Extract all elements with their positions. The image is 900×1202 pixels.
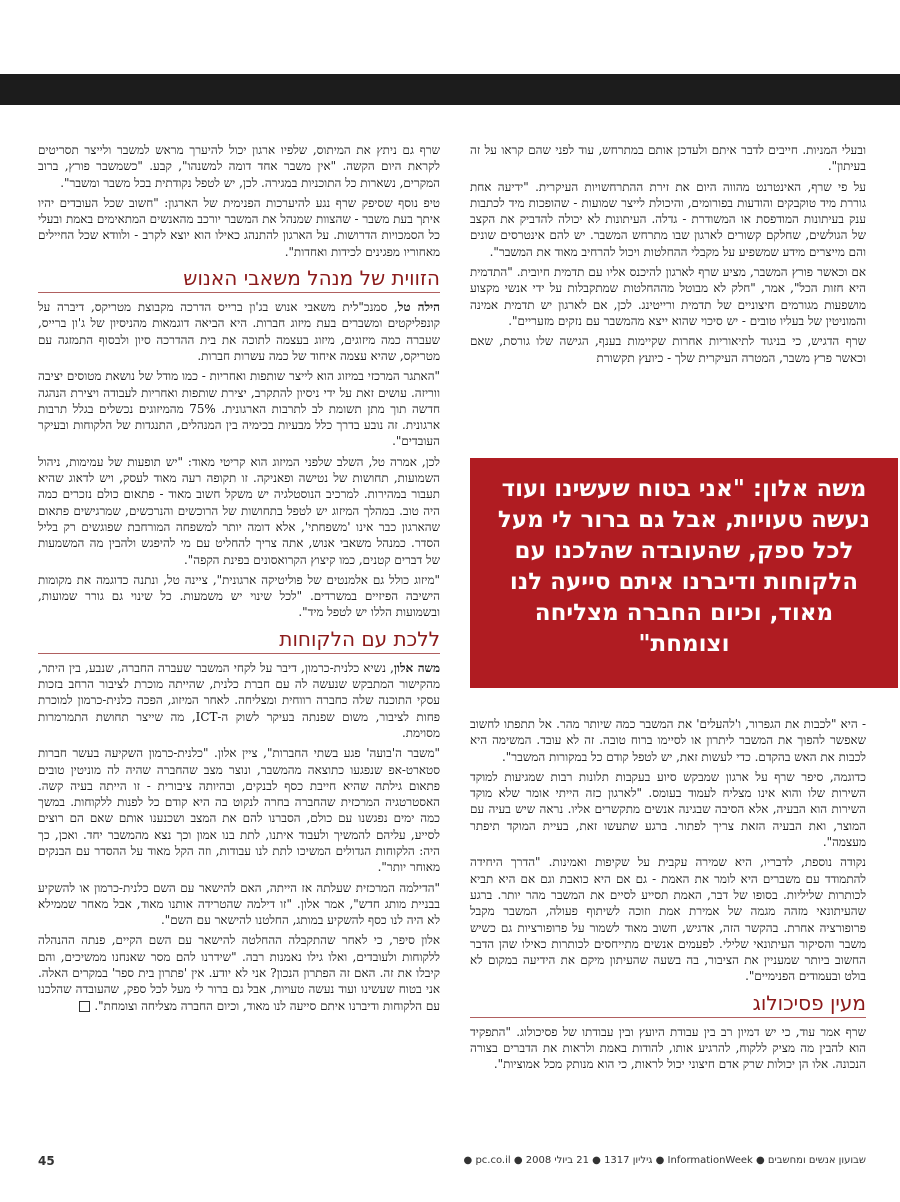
paragraph [38, 660, 440, 741]
paragraph-text: , סמנכ"לית משאבי אנוש בג'ון ברייס הדרכה מקבוצת מטריקס, דיברה על קונפליקטים ומשברים בעת מיזוג חברות. היא הביאה דוגמאות מהניסיון של ג'ון ברייס, שעברה כמה מיזוגים, מיזוג בעצמה לתוכה את בית ההדרכה סיון ולבסוף התמזגה עם מטריקס, שהיא עצמה איחוד של כמה עשרות חברות. [38, 300, 440, 363]
paragraph: "מיזוג כולל גם אלמנטים של פוליטיקה ארגונית", ציינה טל, ונתנה כדוגמה את מקומות הישיבה הפיזיים במשרדים. "לכל שינוי יש משמעות. כל שינוי גם גורר שמועות, ובשמועות הללו יש לטפל מיד". [38, 572, 440, 620]
end-of-article-icon [79, 1001, 90, 1012]
paragraph [38, 299, 440, 364]
paragraph: שרף גם ניתץ את המיתוס, שלפיו ארגון יכול להיערך מראש למשבר ולייצר תסריטים לקראת היום הקשה. "אין משבר אחד דומה למשנהו", קבע. "כשמשבר פורץ, ברוב המקרים, נשארות כל התוכניות במגירה. לכן, יש לטפל נקודתית בכל משבר ומשבר". [38, 143, 440, 190]
paragraph: שרף הדגיש, כי בניגוד לתיאוריות אחרות שקיימות בענף, הגישה שלו גורסת, שאם וכאשר פרץ משבר, המטרה העיקרית שלך - כיועץ תקשורת [470, 334, 866, 365]
paragraph: כדוגמה, סיפר שרף על ארגון שמבקש סיוע בעקבות תלונות רבות שמגיעות למוקד השירות שלו והוא אינו מצליח לעמוד בעומס. "לארגון כזה הייתי אומר שלא מוקד השירות הוא הבעיה, אלא הסיבה שבגינה אנשים מתקשרים אליו. נראה שיש בעיה עם המוצר, ואת הבעיה הזאת צריך לפתור. ברגע שתעשו זאת, בעיית המוקד תיפתר מעצמה". [470, 769, 866, 850]
right-column-continued [470, 716, 866, 1077]
paragraph: נקודה נוספת, לדבריו, היא שמירה עקבית על שקיפות ואמינות. "הדרך היחידה להתמודד עם משברים היא לומר את האמת - גם אם היא כואבת וגם אם היא תביא לכותרות שליליות. בסופו של דבר, האמת תסייע לסיים את המשבר מהר יותר. ברגע שהעיתונאי מזהה מגמה של אמירת אמת וזוכה לשיתוף פעולה, המשבר מקבל פרופורציה אחרת. בהקשר הזה, אדגיש, חשוב מאוד לשמור על פרופורציות גם כשיש משבר והסיקור העיתונאי שלילי. לפעמים אנשים מתייחסים לכותרות כאילו שהן הדבר החשוב ביותר שמעניין את הציבור, בה בשעה שהעיתון מיקם את הידיעה במקום לא בולט ובעמודים הפנימיים". [470, 855, 866, 984]
paragraph-text: , נשיא כלנית-כרמון, דיבר על לקחי המשבר שעברה החברה, שנבע, בין היתר, מהקישור המתבקש שנעשה לה עם חברת כלנית, שהייתה מוכרת לציבור הרחב בזכות עסקי התוכנה שלה כחברה רווחית ומצליחה. לאחר המיזוג, הפכה כלנית-כרמון למוכרת פחות לציבור, משום שפנתה בעיקר לשוק ה-ICT, מה שייצר תחושת התמרמרות מסוימת. [38, 660, 440, 740]
footer-publication-line: שבועון אנשים ומחשבים ● InformationWeek ● גיליון 1317 ● 21 ביולי 2008 ● pc.co.il ● [463, 1155, 866, 1166]
paragraph: ובעלי המניות. חייבים לדבר איתם ולעדכן אותם במתרחש, עוד לפני שהם קראו על זה בעיתון". [470, 143, 866, 174]
page-number: 45 [38, 1154, 55, 1168]
paragraph: לכן, אמרה טל, השלב שלפני המיזוג הוא קריטי מאוד: "יש תופעות של עמימות, ניהול השמועות, תחושות של נטישה ופאניקה. זו תקופה רעה מאוד לעסק, ויש לדאוג שהיא תעבור במהירות. למרכיב הנוסטלגיה יש משקל חשוב מאוד - פתאום כולם נזכרים כמה היה טוב. במהלך המיזוג יש לטפל בתחושות של הרוכשים והנרכשים, שמרגישים פתאום שהארגון כבר אינו 'משפחתי', אלא דומה יותר למשפחה המורחבת שפוגשים רק בליל הסדר. כמנהל משאבי אנוש, אתה צריך להחליט עם מי להיפגש ולהבין מה המשמעות של דברים קטנים, כמו קיצוץ הקרואסונים בפינת הקפה". [38, 454, 440, 567]
section-heading-psych: מעין פסיכולוג [470, 991, 866, 1018]
paragraph: "משבר ה'בועה' פגע בשתי החברות", ציין אלון. "כלנית-כרמון השקיעה בעשר חברות סטארט-אפ שנפגעו כתוצאה מהמשבר, ונוצר מצב שהחברה שהיה לה מוניטין טובים פתאום גילתה שהיא חייבת כסף לבנקים, ובהיותה ציבורית - זו הייתה בעיה קשה. האסטרטגיה המרכזית שהחברה בחרה לנקוט בה היא קודם כל לפנות ללקוחות. במשך כמה ימים נפגשנו עם כולם, הסברנו להם את המצב ושכנענו אותם שאם הם רוצים לסייע, עליהם להמשיך ולעבוד איתנו, לתת בנו אמון וכך נצא מהמשבר יחד. ואכן, כך היה: הלקוחות הגדולים המשיכו לתת לנו עבודות, וזה הקל מאוד על ההסדר עם הבנקים מאוחר יותר". [38, 746, 440, 875]
right-column [470, 142, 866, 370]
paragraph: "הדילמה המרכזית שעלתה אז הייתה, האם להישאר עם השם כלנית-כרמון או להשקיע בבניית מותג חדש", אמר אלון. "זו דילמה שהטרידה אותנו מאוד, אבל מאחר שממילא לא היה לנו כסף להשקיע במותג, החלטנו להישאר עם השם". [38, 880, 440, 928]
lead-name: הילה טל [397, 300, 440, 315]
left-column [38, 142, 440, 1018]
paragraph: אם וכאשר פורץ המשבר, מציע שרף לארגון להיכנס אליו עם תדמית חיובית. "התדמית היא חזות הכל", אמר, "חלק לא מבוטל מההחלטות שמתקבלות על ידי אנשי מקצוע מושפעות מגורמים חיצוניים של תדמית ורייטינג. לכן, אם לארגון יש תדמית אמינה והמוניטין של בעליו טובים - יש סיכוי שהוא ייצא מהמשבר עם נזקים מזעריים". [470, 265, 866, 328]
paragraph: טיפ נוסף שסיפק שרף נגע להיערכות הפנימית של הארגון: "חשוב שכל העובדים יהיו איתך בעת משבר - שהצוות שמנהל את המשבר יורכב מהאנשים המתאימים באמת ובעלי כל הסמכויות הדרושות. על הארגון להתנהג כאילו הוא יוצא לקרב - ולוודא שכל החיילים מאחוריו מפגינים לכידות ואחדות". [37, 195, 440, 259]
section-heading-hr: הזווית של מנהל משאבי האנוש [38, 266, 440, 293]
lead-name: משה אלון [393, 660, 440, 675]
paragraph [38, 932, 440, 1013]
section-heading-clients: ללכת עם הלקוחות [38, 627, 440, 654]
paragraph: על פי שרף, האינטרנט מהווה היום את זירת ההתרחשויות העיקרית. "ידיעה אחת גוררת מיד טוקבקים והודעות בפורומים, והיכולת לייצר שמועות - שהופכות מיד לכתבות ענק בעיתונות המודפסת או המשודרת - גדלה. העיתונות לא יכולה להדביק את הקצב של הגולשים, שחלקם קשורים לארגון שבו מתרחש המשבר. יש להם אינטרסים שונים והם מייצרים מידע שמשפיע על מקבלי ההחלטות ויכול להרחיב מאוד את המשבר". [470, 179, 866, 259]
paragraph: - היא "לכבות את הגפרור, ו'להעלים' את המשבר כמה שיותר מהר. אל תתפתו לחשוב שאפשר להפוך את המשבר ליתרון או לסיימו ברוח טובה. זה לא עובד. המשימה היא לכבות את האש בהקדם. כדי לעשות זאת, יש לטפל קודם כל במקורות המשבר". [470, 717, 866, 764]
page-footer [38, 1154, 866, 1172]
paragraph-text: אלון סיפר, כי לאחר שהתקבלה ההחלטה להישאר עם השם הקיים, פנתה ההנהלה ללקוחות ולעובדים, ואלו גילו נאמנות רבה. "שידרנו להם מסר שאנחנו ממשיכים, והם קיבלו את זה. האם זה הפתרון הנכון? אני לא יודע. אין 'פתרון בית ספר' במקרים האלה. אני בטוח שעשינו ועוד נעשה טעויות, אבל גם ברור לי מעל לכל ספק, שהעובדה שהלכנו עם הלקוחות ודיברנו איתם סייעה לנו מאוד, וכיום החברה מצליחה וצומחת". [38, 933, 440, 1013]
top-bar [0, 74, 900, 105]
paragraph: שרף אמר עוד, כי יש דמיון רב בין עבודת היועץ ובין עבודתו של פסיכולוג. "התפקיד הוא להבין מה מציק ללקוח, להרגיע אותו, להודות באמת ולראות את הדברים בצורה הנכונה. אלו הן יכולות שרק אדם חיצוני יכול לראות, כי הוא מנותק מכל אמוציות". [470, 1024, 866, 1072]
paragraph: "האתגר המרכזי במיזוג הוא לייצר שותפות ואחריות - כמו מודל של נושאת מטוסים יציבה ווריזה. עושים זאת על ידי ניסיון להתקרב, יצירת שותפות ואחריות לעבודה ויצירת הנהגה חדשה תוך מתן תשומת לב לתרבות הארגונית. 75% מהמיזוגים נכשלים בגלל תרבות ארגונית. זה נובע בדרך כלל מבעיות בכימיה בין המנהלים, התנגדות של הלקוחות ובעיקר העובדים". [38, 369, 440, 449]
pull-quote-text: משה אלון: "אני בטוח שעשינו ועוד נעשה טעויות, אבל גם ברור לי מעל לכל ספק, שהעובדה שהלכנו עם הלקוחות ודיברנו איתם סייעה לנו מאוד, וכיום החברה מצליחה וצומחת" [497, 476, 871, 657]
pull-quote [470, 458, 898, 688]
